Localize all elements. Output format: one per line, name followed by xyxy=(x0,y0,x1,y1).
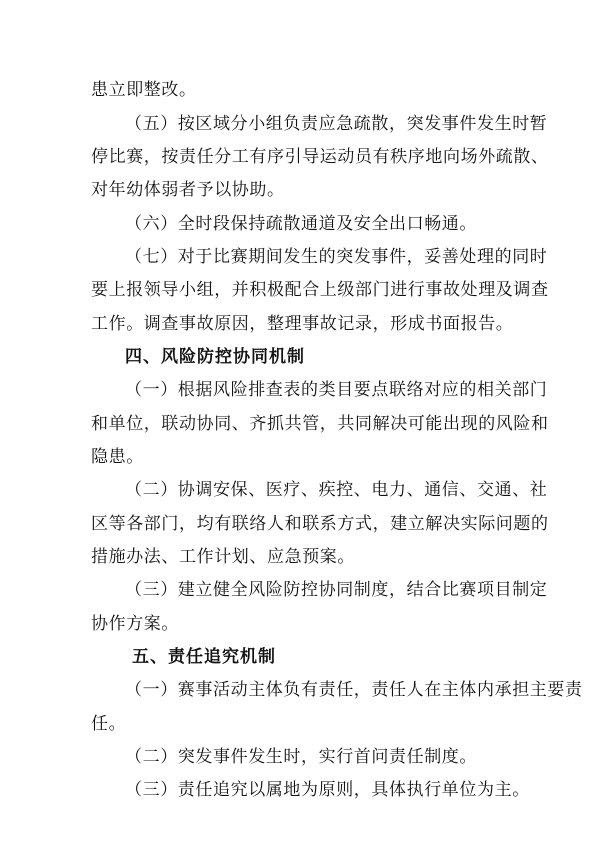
section-heading-accountability: 五、责任追究机制 xyxy=(132,647,276,667)
text-line: （一）赛事活动主体负有责任，责任人在主体内承担主要责 xyxy=(125,680,583,700)
text-line: 区等各部门，均有联络人和联系方式，建立解决实际问题的 xyxy=(91,514,549,534)
text-line: （二）突发事件发生时，实行首问责任制度。 xyxy=(125,747,477,767)
text-line: 隐患。 xyxy=(91,447,144,467)
text-line: 要上报领导小组，并积极配合上级部门进行事故处理及调查 xyxy=(91,280,549,300)
section-heading-risk: 四、风险防控协同机制 xyxy=(125,347,305,367)
text-line: 协作方案。 xyxy=(91,614,179,634)
text-line: （五）按区域分小组负责应急疏散，突发事件发生时暂 xyxy=(125,114,548,134)
text-line: （三）建立健全风险防控协同制度，结合比赛项目制定 xyxy=(125,580,548,600)
text-line: 任。 xyxy=(91,714,127,734)
text-line: （六）全时段保持疏散通道及安全出口畅通。 xyxy=(125,214,477,234)
text-line: 对年幼体弱者予以协助。 xyxy=(91,180,285,200)
text-line: 和单位，联动协同、齐抓共管，共同解决可能出现的风险和 xyxy=(91,414,549,434)
text-line: （七）对于比赛期间发生的突发事件，妥善处理的同时 xyxy=(125,247,548,267)
text-line: 患立即整改。 xyxy=(91,80,197,100)
text-line: （二）协调安保、医疗、疾控、电力、通信、交通、社 xyxy=(125,480,548,500)
text-line: （三）责任追究以属地为原则，具体执行单位为主。 xyxy=(125,780,530,800)
text-line: 措施办法、工作计划、应急预案。 xyxy=(91,547,355,567)
text-line: 停比赛，按责任分工有序引导运动员有秩序地向场外疏散、 xyxy=(91,147,549,167)
text-line: 工作。调查事故原因，整理事故记录，形成书面报告。 xyxy=(91,314,514,334)
text-line: （一）根据风险排查表的类目要点联络对应的相关部门 xyxy=(125,380,548,400)
